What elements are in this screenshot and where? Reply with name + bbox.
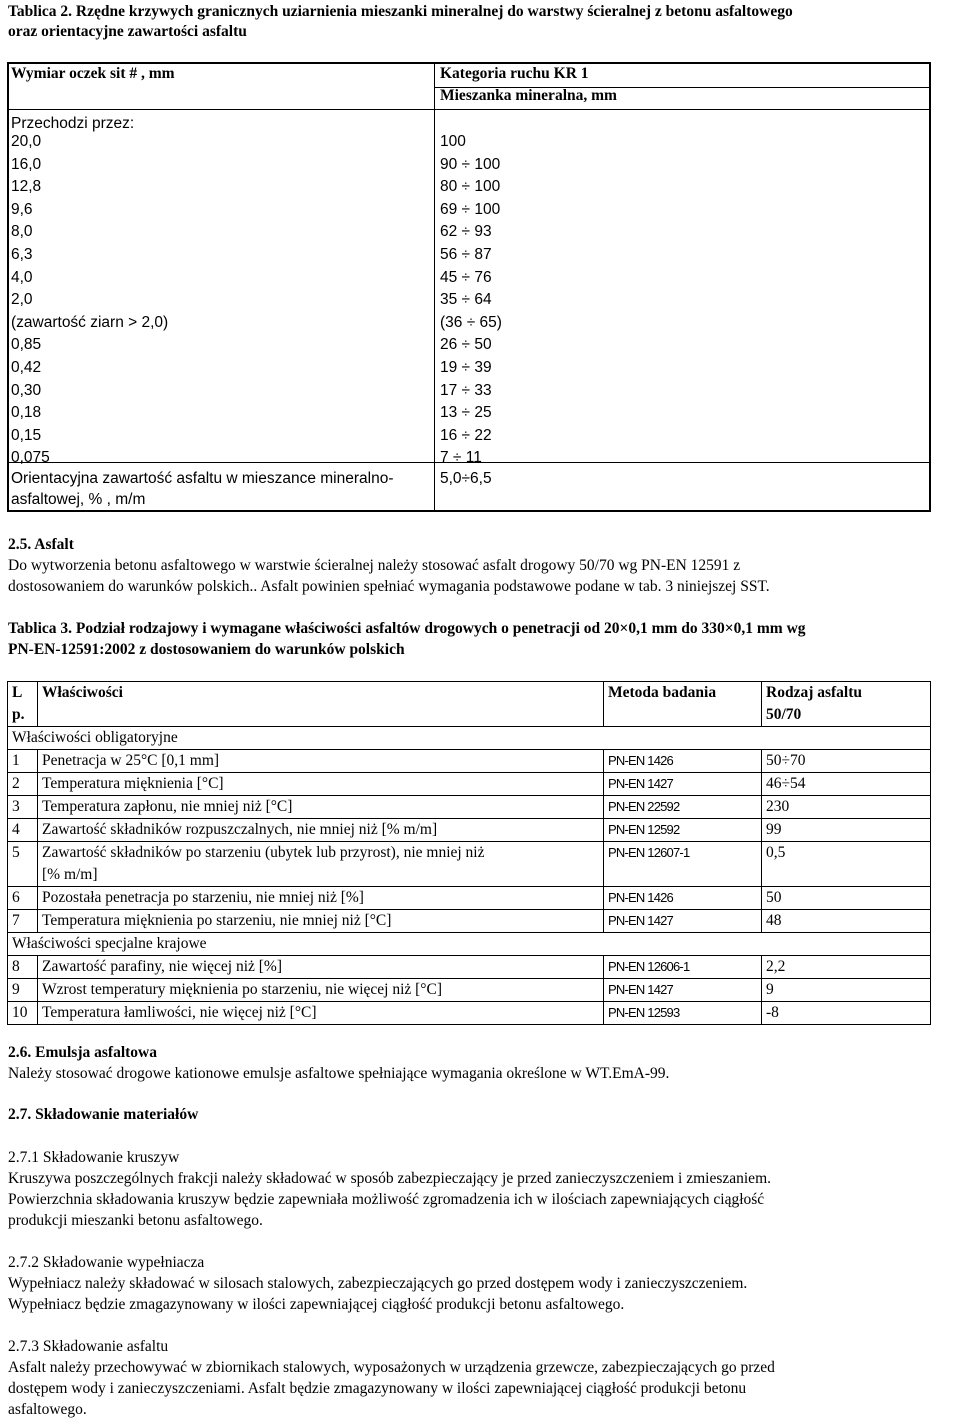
sieve-size: 8,0 [11, 223, 33, 241]
table2-asphalt-label-line2: asfaltowej, % , m/m [11, 491, 146, 508]
passing-range: 45 ÷ 76 [440, 268, 492, 286]
section-2-7-1-line2: Powierzchnia składowania kruszyw będzie zapewniała możliwość zgromadzenia ich w ilościach zapewniających ciągłość [8, 1191, 765, 1208]
row-property: Pozostała penetracja po starzeniu, nie mniej niż [%] [38, 887, 604, 910]
row-test-method: PN-EN 1427 [604, 979, 762, 1002]
section-2-7-2-line1: Wypełniacz należy składować w silosach stalowych, zabezpieczających go przed dostępem wody i zanieczyszczeniem. [8, 1275, 748, 1292]
row-value: 0,5 [762, 842, 931, 887]
passing-range: 19 ÷ 39 [440, 358, 492, 376]
section-2-5-line1: Do wytworzenia betonu asfaltowego w warstwie ścieralnej należy stosować asfalt drogowy 50/70 wg PN-EN 12591 z [8, 557, 741, 574]
table2-rule [9, 109, 929, 110]
group-obligatory-label: Właściwości obligatoryjne [8, 727, 931, 750]
table-row [8, 750, 931, 773]
section-2-7-2-line2: Wypełniacz będzie zmagazynowany w ilości zapewniającej ciągłość produkcji betonu asfaltowego. [8, 1296, 625, 1313]
row-value: 230 [762, 796, 931, 819]
table2-passes-label: Przechodzi przez: [11, 115, 135, 132]
row-property: Temperatura mięknienia po starzeniu, nie mniej niż [°C] [38, 910, 604, 933]
table-row [8, 796, 931, 819]
section-2-5-heading: 2.5. Asfalt [8, 536, 74, 553]
section-2-7-3-line3: asfaltowego. [8, 1401, 87, 1418]
section-2-7-3-line2: dostępem wody i zanieczyszczeniami. Asfalt będzie zmagazynowany w ilości zapewniającej ciągłość produkcji betonu [8, 1380, 747, 1397]
row-value: 50 [762, 887, 931, 910]
passing-range: 17 ÷ 33 [440, 381, 492, 399]
table-row [8, 910, 931, 933]
row-test-method: PN-EN 12606-1 [604, 956, 762, 979]
header-lp: L p. [8, 682, 38, 727]
table-row [8, 842, 931, 887]
row-property: Temperatura zapłonu, nie mniej niż [°C] [38, 796, 604, 819]
table-row [8, 1002, 931, 1025]
row-property: Temperatura łamliwości, nie więcej niż [°C] [38, 1002, 604, 1025]
table2-value-list [440, 131, 502, 470]
sieve-size: 16,0 [11, 155, 42, 173]
table3-caption-line2: PN-EN-12591:2002 z dostosowaniem do warunków polskich [8, 641, 405, 658]
sieve-size: 4,0 [11, 268, 33, 286]
table3-body [8, 682, 931, 1025]
row-test-method: PN-EN 22592 [604, 796, 762, 819]
row-test-method: PN-EN 12607-1 [604, 842, 762, 887]
table2-asphalt-label-line1: Orientacyjna zawartość asfaltu w mieszance mineralno- [11, 470, 394, 487]
section-2-7-2-heading: 2.7.2 Składowanie wypełniacza [8, 1254, 205, 1271]
table3-header-row [8, 682, 931, 727]
table2-caption-line1: Tablica 2. Rzędne krzywych granicznych uziarnienia mieszanki mineralnej do warstwy ścieralnej z betonu asfaltowego [8, 3, 793, 20]
passing-range: 62 ÷ 93 [440, 223, 492, 241]
passing-range: (36 ÷ 65) [440, 313, 502, 331]
section-2-6-heading: 2.6. Emulsja asfaltowa [8, 1044, 157, 1061]
row-test-method: PN-EN 12592 [604, 819, 762, 842]
passing-range: 56 ÷ 87 [440, 245, 492, 263]
passing-range: 80 ÷ 100 [440, 178, 501, 196]
section-2-7-heading: 2.7. Składowanie materiałów [8, 1106, 199, 1123]
row-value: 9 [762, 979, 931, 1002]
row-property: Wzrost temperatury mięknienia po starzeniu, nie więcej niż [°C] [38, 979, 604, 1002]
row-number: 4 [8, 819, 38, 842]
section-2-7-3-line1: Asfalt należy przechowywać w zbiornikach stalowych, wyposażonych w urządzenia grzewcze, zabezpieczających go przed [8, 1359, 775, 1376]
row-number: 8 [8, 956, 38, 979]
row-value: 46÷54 [762, 773, 931, 796]
section-2-7-1-heading: 2.7.1 Składowanie kruszyw [8, 1149, 180, 1166]
row-property: Zawartość składników rozpuszczalnych, nie mniej niż [% m/m] [38, 819, 604, 842]
passing-range: 90 ÷ 100 [440, 155, 501, 173]
sieve-size: 6,3 [11, 245, 33, 263]
table2-head-mixture: Mieszanka mineralna, mm [440, 87, 617, 104]
row-property: Zawartość parafiny, nie więcej niż [%] [38, 956, 604, 979]
row-value: 50÷70 [762, 750, 931, 773]
row-value: 2,2 [762, 956, 931, 979]
row-test-method: PN-EN 1426 [604, 887, 762, 910]
header-test-method: Metoda badania [604, 682, 762, 727]
group-special-national [8, 933, 931, 956]
row-number: 3 [8, 796, 38, 819]
row-value: 48 [762, 910, 931, 933]
section-2-7-3-heading: 2.7.3 Składowanie asfaltu [8, 1338, 169, 1355]
row-number: 2 [8, 773, 38, 796]
row-number: 6 [8, 887, 38, 910]
group-obligatory [8, 727, 931, 750]
sieve-size: 0,15 [11, 426, 42, 444]
passing-range: 100 [440, 133, 466, 150]
section-2-6-line1: Należy stosować drogowe kationowe emulsje asfaltowe spełniające wymagania określone w WT.EmA-99. [8, 1065, 670, 1082]
passing-range: 16 ÷ 22 [440, 426, 492, 444]
table2-asphalt-value: 5,0÷6,5 [440, 470, 492, 487]
table-row [8, 979, 931, 1002]
sieve-size: 2,0 [11, 291, 33, 309]
sieve-size: 9,6 [11, 200, 33, 218]
table2-caption-line2: oraz orientacyjne zawartości asfaltu [8, 23, 247, 40]
row-number: 7 [8, 910, 38, 933]
table2-head-traffic-category: Kategoria ruchu KR 1 [440, 65, 589, 82]
row-number: 5 [8, 842, 38, 887]
header-asphalt-type: Rodzaj asfaltu 50/70 [762, 682, 931, 727]
sieve-size: 12,8 [11, 178, 42, 196]
row-number: 9 [8, 979, 38, 1002]
row-test-method: PN-EN 12593 [604, 1002, 762, 1025]
table-row [8, 773, 931, 796]
section-2-7-1-line3: produkcji mieszanki betonu asfaltowego. [8, 1212, 263, 1229]
passing-range: 69 ÷ 100 [440, 200, 501, 218]
sieve-size: (zawartość ziarn > 2,0) [11, 313, 169, 331]
row-test-method: PN-EN 1427 [604, 773, 762, 796]
passing-range: 26 ÷ 50 [440, 336, 492, 354]
passing-range: 7 ÷ 11 [440, 449, 482, 467]
row-value: -8 [762, 1002, 931, 1025]
table2-head-sieve-size: Wymiar oczek sit # , mm [11, 65, 175, 82]
table3-caption-line1: Tablica 3. Podział rodzajowy i wymagane właściwości asfaltów drogowych o penetracji od 20×0,1 mm do 330×0,1 mm wg [8, 620, 806, 637]
row-test-method: PN-EN 1426 [604, 750, 762, 773]
row-property: Penetracja w 25°C [0,1 mm] [38, 750, 604, 773]
sieve-size: 0,30 [11, 381, 42, 399]
row-property: Temperatura mięknienia [°C] [38, 773, 604, 796]
group-special-national-label: Właściwości specjalne krajowe [8, 933, 931, 956]
row-value: 99 [762, 819, 931, 842]
sieve-size: 0,42 [11, 358, 42, 376]
table3-asphalt-properties [7, 681, 931, 1025]
sieve-size: 20,0 [11, 133, 42, 150]
sieve-size: 0,18 [11, 404, 42, 422]
row-test-method: PN-EN 1427 [604, 910, 762, 933]
passing-range: 35 ÷ 64 [440, 291, 492, 309]
table2-grading-curves [7, 62, 931, 512]
row-number: 1 [8, 750, 38, 773]
section-2-5-line2: dostosowaniem do warunków polskich.. Asfalt powinien spełniać wymagania podstawowe podane w tab. 3 niniejszej SST. [8, 578, 770, 595]
sieve-size: 0,85 [11, 336, 42, 354]
row-number: 10 [8, 1002, 38, 1025]
table-row [8, 819, 931, 842]
table-row [8, 956, 931, 979]
table2-sieve-list [11, 131, 168, 470]
row-property: Zawartość składników po starzeniu (ubytek lub przyrost), nie mniej niż [% m/m] [38, 842, 604, 887]
sieve-size: 0,075 [11, 449, 50, 467]
table-row [8, 887, 931, 910]
passing-range: 13 ÷ 25 [440, 404, 492, 422]
section-2-7-1-line1: Kruszywa poszczególnych frakcji należy składować w sposób zabezpieczający je przed zanieczyszczeniem i zmieszaniem. [8, 1170, 771, 1187]
header-property: Właściwości [38, 682, 604, 727]
table2-column-divider [434, 64, 435, 510]
